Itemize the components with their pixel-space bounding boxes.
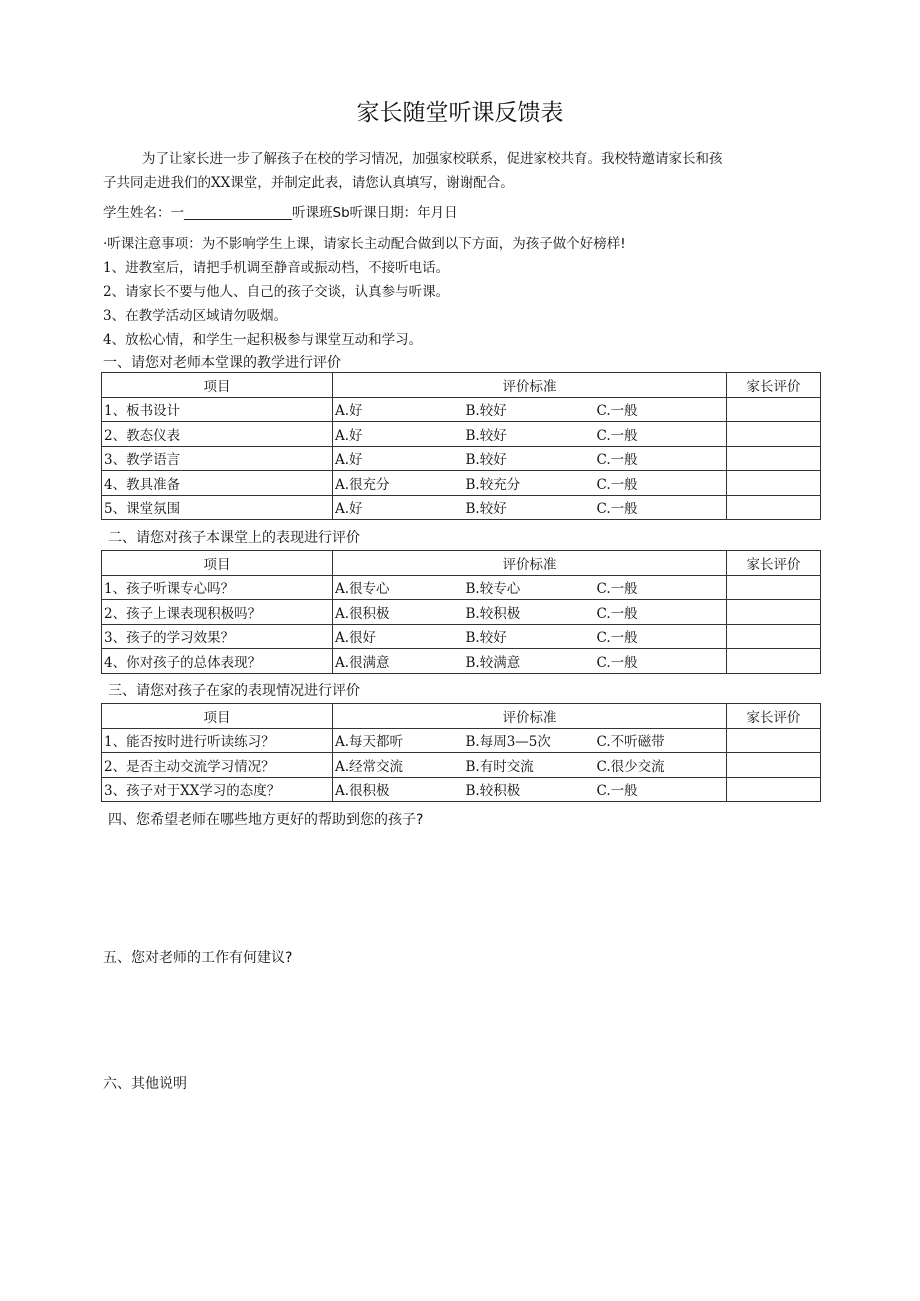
section-3-heading: 三、请您对孩子在家的表现情况进行评价 [108,683,360,699]
option-b[interactable]: B.较积极 [464,600,595,625]
parent-rating-cell[interactable] [727,495,821,520]
option-a[interactable]: A.很积极 [333,777,464,802]
parent-rating-cell[interactable] [727,600,821,625]
student-info-line [103,201,458,221]
notes-header: ·听课注意事项：为不影响学生上课，请家长主动配合做到以下方面，为孩子做个好榜样! [103,236,626,252]
option-c[interactable]: C.很少交流 [595,753,727,778]
parent-rating-cell[interactable] [727,649,821,674]
intro-line-1: 为了让家长进一步了解孩子在校的学习情况，加强家校联系，促进家校共育。我校特邀请家长和孩 [142,151,723,167]
option-b[interactable]: B.每周3—5次 [464,728,595,753]
row-item: 3、孩子的学习效果？ [102,624,333,649]
header-parent-rating: 家长评价 [727,551,821,576]
table-row [102,471,821,496]
option-c[interactable]: C.一般 [595,422,727,447]
option-c[interactable]: C.一般 [595,495,727,520]
row-item: 2、是否主动交流学习情况？ [102,753,333,778]
teaching-evaluation-table [101,372,821,520]
option-a[interactable]: A.好 [333,495,464,520]
note-item: 3、在教学活动区域请勿吸烟。 [103,308,288,324]
table-row [102,575,821,600]
option-c[interactable]: C.一般 [595,777,727,802]
table-row [102,777,821,802]
header-criteria: 评价标准 [333,373,727,398]
child-class-evaluation-table [101,550,821,674]
option-a[interactable]: A.很积极 [333,600,464,625]
option-c[interactable]: C.不听磁带 [595,728,727,753]
page-title: 家长随堂听课反馈表 [356,100,564,126]
row-item: 2、教态仪表 [102,422,333,447]
note-item: 4、放松心情，和学生一起积极参与课堂互动和学习。 [103,332,423,348]
option-b[interactable]: B.较充分 [464,471,595,496]
option-b[interactable]: B.较好 [464,397,595,422]
table-header-row [102,373,821,398]
option-c[interactable]: C.一般 [595,397,727,422]
option-b[interactable]: B.较好 [464,624,595,649]
student-name-label: 学生姓名：一 [103,205,184,221]
question-5-answer-area[interactable] [101,970,820,1070]
option-c[interactable]: C.一般 [595,471,727,496]
question-5: 五、您对老师的工作有何建议? [103,950,293,966]
header-item: 项目 [102,704,333,729]
section-2-heading: 二、请您对孩子本课堂上的表现进行评价 [108,530,360,546]
table-row [102,624,821,649]
row-item: 3、教学语言 [102,446,333,471]
option-a[interactable]: A.经常交流 [333,753,464,778]
option-b[interactable]: B.较好 [464,446,595,471]
table-row [102,446,821,471]
row-item: 1、能否按时进行听读练习？ [102,728,333,753]
header-item: 项目 [102,551,333,576]
header-criteria: 评价标准 [333,551,727,576]
table-row [102,728,821,753]
option-b[interactable]: B.较好 [464,495,595,520]
header-parent-rating: 家长评价 [727,704,821,729]
student-name-blank[interactable]: ______________ [184,205,279,221]
option-a[interactable]: A.好 [333,422,464,447]
option-b[interactable]: B.较积极 [464,777,595,802]
question-4: 四、您希望老师在哪些地方更好的帮助到您的孩子? [108,812,424,828]
header-item: 项目 [102,373,333,398]
row-item: 1、孩子听课专心吗？ [102,575,333,600]
table-row [102,600,821,625]
parent-rating-cell[interactable] [727,446,821,471]
option-c[interactable]: C.一般 [595,575,727,600]
option-c[interactable]: C.一般 [595,446,727,471]
parent-rating-cell[interactable] [727,753,821,778]
option-b[interactable]: B.较专心 [464,575,595,600]
header-parent-rating: 家长评价 [727,373,821,398]
option-a[interactable]: A.很专心 [333,575,464,600]
question-6-answer-area[interactable] [101,1096,820,1246]
parent-rating-cell[interactable] [727,471,821,496]
option-b[interactable]: B.有时交流 [464,753,595,778]
parent-rating-cell[interactable] [727,624,821,649]
option-a[interactable]: A.好 [333,397,464,422]
class-date-label: __听课班Sb听课日期：年月日 [278,205,458,221]
parent-rating-cell[interactable] [727,422,821,447]
row-item: 3、孩子对于XX学习的态度？ [102,777,333,802]
question-4-answer-area[interactable] [101,832,820,942]
table-row [102,649,821,674]
row-item: 4、你对孩子的总体表现？ [102,649,333,674]
option-a[interactable]: A.很满意 [333,649,464,674]
note-item: 2、请家长不要与他人、自己的孩子交谈，认真参与听课。 [103,284,450,300]
option-b[interactable]: B.较满意 [464,649,595,674]
option-a[interactable]: A.每天都听 [333,728,464,753]
table-row [102,422,821,447]
intro-line-2: 子共同走进我们的XX课堂，并制定此表，请您认真填写，谢谢配合。 [103,175,514,191]
option-c[interactable]: C.一般 [595,649,727,674]
option-a[interactable]: A.很好 [333,624,464,649]
table-row [102,495,821,520]
row-item: 2、孩子上课表现积极吗？ [102,600,333,625]
child-home-evaluation-table [101,703,821,802]
table-row [102,397,821,422]
parent-rating-cell[interactable] [727,397,821,422]
parent-rating-cell[interactable] [727,728,821,753]
parent-rating-cell[interactable] [727,777,821,802]
row-item: 4、教具准备 [102,471,333,496]
option-a[interactable]: A.好 [333,446,464,471]
option-c[interactable]: C.一般 [595,600,727,625]
option-b[interactable]: B.较好 [464,422,595,447]
parent-rating-cell[interactable] [727,575,821,600]
table-header-row [102,704,821,729]
section-1-heading: 一、请您对老师本堂课的教学进行评价 [103,355,341,371]
option-c[interactable]: C.一般 [595,624,727,649]
option-a[interactable]: A.很充分 [333,471,464,496]
note-item: 1、进教室后，请把手机调至静音或振动档，不接听电话。 [103,260,450,276]
table-row [102,753,821,778]
table-header-row [102,551,821,576]
row-item: 5、课堂氛围 [102,495,333,520]
header-criteria: 评价标准 [333,704,727,729]
row-item: 1、板书设计 [102,397,333,422]
question-6: 六、其他说明 [103,1076,187,1092]
